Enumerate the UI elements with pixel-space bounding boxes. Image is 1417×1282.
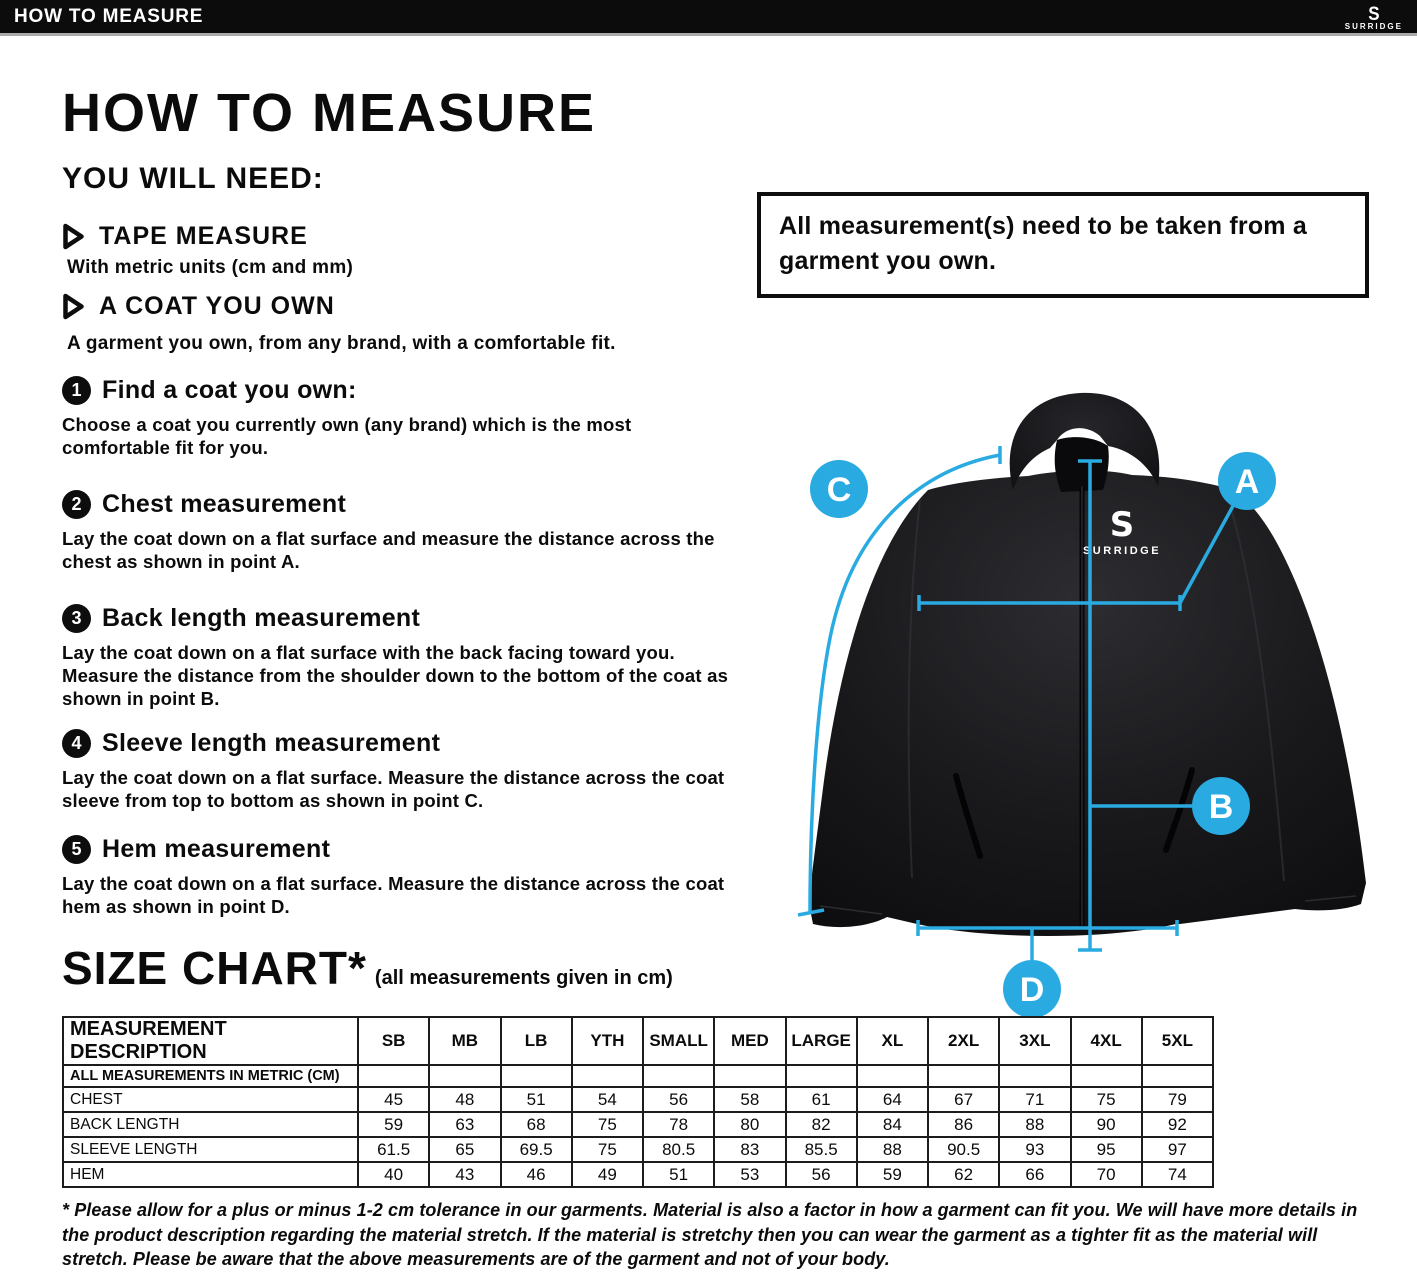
table-cell: 54: [572, 1087, 643, 1112]
step-title: Find a coat you own:: [102, 376, 357, 404]
empty-cell: [1071, 1065, 1142, 1087]
table-cell: 80.5: [643, 1137, 714, 1162]
step-description: Choose a coat you currently own (any brand) which is the most comfortable fit for you.: [62, 414, 632, 458]
table-cell: 70: [1071, 1162, 1142, 1187]
table-header-row: [63, 1017, 1213, 1065]
column-header: MB: [429, 1017, 500, 1065]
step-title: Chest measurement: [102, 490, 347, 518]
column-header: 3XL: [999, 1017, 1070, 1065]
table-cell: 75: [572, 1137, 643, 1162]
unit-row-label: ALL MEASUREMENTS IN METRIC (CM): [63, 1065, 358, 1087]
step-description: Lay the coat down on a flat surface with the back facing toward you. Measure the distance from the shoulder down to the bottom of the coat as shown in point B.: [62, 642, 729, 709]
step-1: [62, 376, 734, 459]
table-row: [63, 1137, 1213, 1162]
table-cell: 93: [999, 1137, 1070, 1162]
point-b-label: B: [1208, 788, 1234, 826]
table-cell: 90: [1071, 1112, 1142, 1137]
table-cell: 79: [1142, 1087, 1213, 1112]
step-description: Lay the coat down on a flat surface. Measure the distance across the coat sleeve from top to bottom as shown in point C.: [62, 767, 725, 811]
table-cell: 74: [1142, 1162, 1213, 1187]
empty-cell: [572, 1065, 643, 1087]
you-will-need-title: YOU WILL NEED:: [62, 162, 324, 195]
table-cell: 86: [928, 1112, 999, 1137]
step-5: [62, 835, 734, 918]
play-triangle-icon: [62, 293, 85, 320]
page-title: HOW TO MEASURE: [62, 83, 597, 143]
table-cell: 49: [572, 1162, 643, 1187]
table-cell: 88: [999, 1112, 1070, 1137]
table-cell: 84: [857, 1112, 928, 1137]
table-cell: 62: [928, 1162, 999, 1187]
table-cell: 92: [1142, 1112, 1213, 1137]
column-header: LARGE: [786, 1017, 857, 1065]
jacket-measurement-diagram: [760, 378, 1400, 1038]
step-title: Hem measurement: [102, 835, 331, 863]
size-chart-title: SIZE CHART*: [62, 942, 367, 994]
column-header: MEASUREMENT DESCRIPTION: [63, 1017, 358, 1065]
table-cell: 90.5: [928, 1137, 999, 1162]
table-cell: 51: [501, 1087, 572, 1112]
top-bar: [0, 0, 1417, 36]
step-description: Lay the coat down on a flat surface. Measure the distance across the coat hem as shown in point D.: [62, 873, 725, 917]
step-description: Lay the coat down on a flat surface and measure the distance across the chest as shown in point A.: [62, 528, 715, 572]
table-cell: 53: [714, 1162, 785, 1187]
row-label: CHEST: [63, 1087, 358, 1112]
table-cell: 61.5: [358, 1137, 429, 1162]
jacket-illustration: [809, 393, 1366, 936]
table-cell: 46: [501, 1162, 572, 1187]
need-item-tape-measure: [62, 222, 742, 279]
column-header: MED: [714, 1017, 785, 1065]
column-header: 4XL: [1071, 1017, 1142, 1065]
row-label: HEM: [63, 1162, 358, 1187]
row-label: BACK LENGTH: [63, 1112, 358, 1137]
table-cell: 85.5: [786, 1137, 857, 1162]
surridge-logo: [1345, 3, 1403, 31]
empty-cell: [714, 1065, 785, 1087]
step-2: [62, 490, 734, 573]
table-cell: 88: [857, 1137, 928, 1162]
surridge-monogram-icon: S: [1368, 2, 1380, 24]
garment-wordmark: SURRIDGE: [1082, 545, 1162, 557]
table-cell: 40: [358, 1162, 429, 1187]
column-header: SMALL: [643, 1017, 714, 1065]
point-c-label: C: [826, 471, 852, 509]
table-cell: 56: [643, 1087, 714, 1112]
garment-monogram-icon: S: [1109, 505, 1135, 545]
table-cell: 58: [714, 1087, 785, 1112]
table-cell: 75: [572, 1112, 643, 1137]
surridge-wordmark: SURRIDGE: [1344, 21, 1403, 31]
column-header: 5XL: [1142, 1017, 1213, 1065]
size-chart-subtitle: (all measurements given in cm): [374, 967, 673, 989]
table-row: [63, 1162, 1213, 1187]
table-cell: 97: [1142, 1137, 1213, 1162]
table-cell: 82: [786, 1112, 857, 1137]
tolerance-footnote: * Please allow for a plus or minus 1-2 cm tolerance in our garments. Material is also a factor in how a garment can fit you. We will have more details in the product description regarding the material stretch. If the material is stretchy then you can wear the garment as a tighter fit as the material will stretch. Please be aware that the above measurements are of the garment and not of your body.: [62, 1200, 1358, 1269]
size-chart-table: [62, 1016, 1214, 1188]
empty-cell: [643, 1065, 714, 1087]
table-cell: 45: [358, 1087, 429, 1112]
step-number-badge: 2: [62, 490, 91, 519]
table-cell: 66: [999, 1162, 1070, 1187]
empty-cell: [928, 1065, 999, 1087]
play-triangle-icon: [62, 223, 85, 250]
table-cell: 64: [857, 1087, 928, 1112]
need-item-label: A COAT YOU OWN: [99, 292, 335, 320]
table-cell: 68: [501, 1112, 572, 1137]
table-cell: 71: [999, 1087, 1070, 1112]
step-title: Sleeve length measurement: [102, 729, 441, 757]
column-header: 2XL: [928, 1017, 999, 1065]
need-item-label: TAPE MEASURE: [99, 222, 308, 250]
empty-cell: [501, 1065, 572, 1087]
empty-cell: [429, 1065, 500, 1087]
table-cell: 78: [643, 1112, 714, 1137]
step-number-badge: 3: [62, 604, 91, 633]
step-number-badge: 5: [62, 835, 91, 864]
top-bar-title: HOW TO MEASURE: [14, 5, 204, 27]
table-row: [63, 1087, 1213, 1112]
need-item-description: With metric units (cm and mm): [67, 257, 354, 278]
table-cell: 59: [358, 1112, 429, 1137]
table-cell: 83: [714, 1137, 785, 1162]
table-cell: 80: [714, 1112, 785, 1137]
measurement-note-box: All measurement(s) need to be taken from a garment you own.: [757, 192, 1369, 298]
column-header: YTH: [572, 1017, 643, 1065]
need-item-description: A garment you own, from any brand, with a comfortable fit.: [67, 333, 616, 354]
point-a-label: A: [1234, 463, 1260, 501]
table-cell: 95: [1071, 1137, 1142, 1162]
table-cell: 67: [928, 1087, 999, 1112]
point-d-label: D: [1019, 971, 1045, 1009]
need-item-coat: [62, 292, 742, 355]
step-title: Back length measurement: [102, 604, 421, 632]
table-cell: 48: [429, 1087, 500, 1112]
step-4: [62, 729, 734, 812]
row-label: SLEEVE LENGTH: [63, 1137, 358, 1162]
table-cell: 51: [643, 1162, 714, 1187]
table-cell: 75: [1071, 1087, 1142, 1112]
empty-cell: [999, 1065, 1070, 1087]
column-header: SB: [358, 1017, 429, 1065]
table-unit-row: [63, 1065, 1213, 1087]
empty-cell: [857, 1065, 928, 1087]
table-cell: 56: [786, 1162, 857, 1187]
column-header: XL: [857, 1017, 928, 1065]
table-cell: 69.5: [501, 1137, 572, 1162]
empty-cell: [358, 1065, 429, 1087]
table-cell: 65: [429, 1137, 500, 1162]
table-cell: 59: [857, 1162, 928, 1187]
step-number-badge: 1: [62, 376, 91, 405]
step-3: [62, 604, 734, 710]
size-chart-heading: [62, 941, 673, 995]
table-row: [63, 1112, 1213, 1137]
empty-cell: [1142, 1065, 1213, 1087]
column-header: LB: [501, 1017, 572, 1065]
step-number-badge: 4: [62, 729, 91, 758]
empty-cell: [786, 1065, 857, 1087]
size-chart-table-body: [63, 1017, 1213, 1187]
table-cell: 43: [429, 1162, 500, 1187]
table-cell: 63: [429, 1112, 500, 1137]
table-cell: 61: [786, 1087, 857, 1112]
